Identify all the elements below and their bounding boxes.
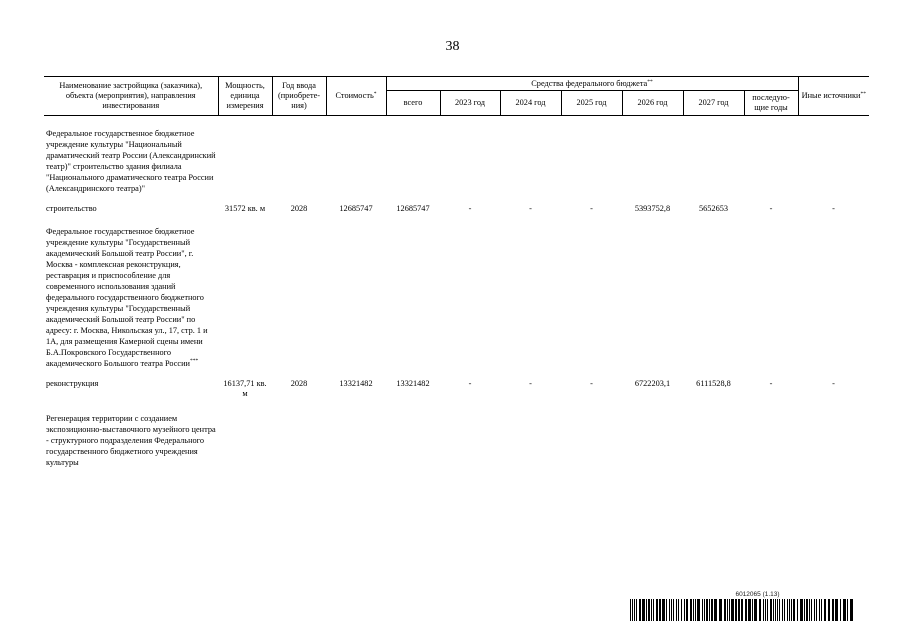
table-row — [44, 379, 869, 399]
page-number: 38 — [445, 39, 460, 54]
header-cost-mark: * — [373, 91, 377, 97]
row-2023: - — [468, 379, 472, 388]
row-2023: - — [468, 204, 472, 213]
barcode-text: 6012065 (1.13) — [735, 591, 780, 598]
header-total: всего — [386, 91, 440, 116]
row-cost: 12685747 — [339, 204, 373, 213]
row-2027: 5652653 — [698, 204, 729, 213]
row-2024: - — [529, 379, 532, 388]
row-type: строительство — [46, 204, 97, 213]
row-cost: 13321482 — [339, 379, 373, 388]
header-other-label: Иные источники — [801, 91, 861, 100]
barcode — [630, 590, 855, 626]
row-type: реконструкция — [46, 379, 99, 388]
header-federal-mark: ** — [647, 78, 653, 85]
header-later: последую-щие годы — [744, 91, 798, 116]
row-total: 12685747 — [396, 204, 430, 213]
row-other: - — [832, 204, 835, 213]
header-federal-label: Средства федерального бюджета — [531, 78, 648, 88]
row-year: 2028 — [290, 204, 308, 213]
row-total: 13321482 — [396, 379, 430, 388]
row-2024: - — [529, 204, 532, 213]
row-title-text: Федеральное государственное бюджетное учреждение культуры "Государственный академический Большой театр России", г. Москва - комплексная реконструкция, реставрация и приспособление для современного использования зданий федерального государственного бюджетного учреждения культуры "Государственный академический Большой театр России" по адресу: г. Москва, Никольская ул., 17, стр. 1 и 1А, для размещения Камерной сцены имени Б.А.Покровского Государственного академического Большого театра России — [46, 227, 208, 368]
header-other — [798, 77, 869, 116]
header-name: Наименование застройщика (заказчика), объекта (мероприятия), направления инвестирования — [44, 77, 218, 116]
row-title: Регенерация территории с созданием экспозиционно-выставочного музейного центра - структурного подразделения Федерального государственного бюджетного учреждения культуры — [46, 414, 216, 467]
header-federal — [386, 77, 798, 91]
header-capacity: Мощность, единица измерения — [218, 77, 272, 116]
row-2025: - — [590, 379, 593, 388]
investment-table — [44, 76, 869, 468]
row-2026: 5393752,8 — [634, 204, 671, 213]
row-title-mark: *** — [190, 358, 199, 364]
header-2025: 2025 год — [561, 91, 622, 116]
row-title — [44, 226, 218, 369]
barcode-icon — [630, 599, 855, 621]
row-year: 2028 — [290, 379, 308, 388]
header-cost — [326, 77, 386, 116]
row-title — [44, 128, 218, 194]
row-later: - — [769, 204, 773, 213]
table-row — [44, 413, 869, 468]
header-2027: 2027 год — [683, 91, 744, 116]
header-cost-label: Стоимость — [335, 91, 374, 100]
header-2026: 2026 год — [622, 91, 683, 116]
table-row — [44, 204, 869, 214]
row-title-text: Федеральное государственное бюджетное учреждение культуры "Национальный драматический театр России (Александринский театр)" строительство здания филиала "Национального драматического театра России (Александринского театра)" — [46, 129, 216, 193]
row-2026: 6722203,1 — [634, 379, 671, 388]
header-2024: 2024 год — [500, 91, 561, 116]
row-other: - — [832, 379, 835, 388]
table-row — [44, 128, 869, 194]
row-2027: 6111528,8 — [696, 379, 731, 388]
row-later: - — [769, 379, 773, 388]
header-2023: 2023 год — [440, 91, 500, 116]
table-row — [44, 226, 869, 369]
row-2025: - — [590, 204, 593, 213]
header-year: Год ввода (приобрете-ния) — [272, 77, 326, 116]
header-other-mark: ** — [860, 91, 866, 97]
row-capacity: 31572 кв. м — [224, 204, 266, 213]
row-capacity: 16137,71 кв. м — [223, 379, 267, 398]
